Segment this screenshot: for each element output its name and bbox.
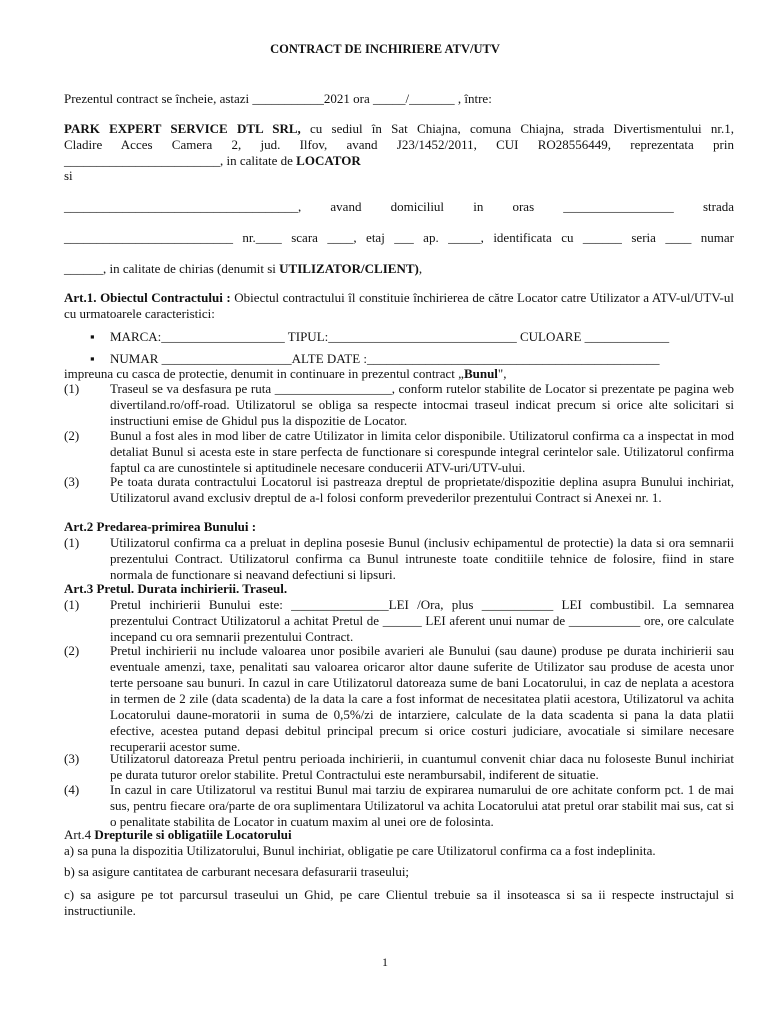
locator-line-3: [64, 153, 734, 169]
locator-line-1: [64, 121, 734, 137]
art1-bullet-marca: MARCA:___________________ TIPUL:_____________________________ CULOARE _____________: [110, 329, 670, 344]
art4-heading: [64, 827, 734, 843]
page-number: 1: [382, 955, 388, 969]
art4-heading-title: Drepturile si obligatiile Locatorului: [94, 827, 292, 842]
bullet-icon: ▪: [90, 329, 95, 344]
locator-paragraph: [64, 121, 734, 169]
protection-text: impreuna cu casca de protectie, denumit in continuare in prezentul contract „: [64, 366, 464, 381]
art3-item-2-number: (2): [64, 643, 80, 658]
art2-item-1: Utilizatorul confirma ca a preluat in deplina posesie Bunul (inclusiv echipamentul de protectie) la data si ora semnarii prezentului Contract. Utilizatorul confirma ca Bunul intruneste toate conditiile tehnice de folosire, fiind in stare normala de functionare si neavand defectiuni si lipsuri.: [110, 535, 734, 582]
locator-role: LOCATOR: [296, 153, 361, 168]
art1-item-1-number: (1): [64, 381, 80, 396]
art2-heading: Art.2 Predarea-primirea Bunului :: [64, 519, 257, 534]
intro-line: Prezentul contract se încheie, astazi ___________2021 ora _____/_______ , între:: [64, 91, 492, 106]
client-line-3: [64, 261, 734, 277]
art3-item-4: In cazul in care Utilizatorul va restitui Bunul mai tarziu de expirarea numarului de ore achitate conform pct. 1 de mai sus, pentru fiecare ora/parte de ora suplimentara Utilizatorul va achita Locatorului atat pretul orar stabilit mai sus, cat si o penalitate stabilita de Locator in cuatum maxim al unei ore de folosinta.: [110, 782, 734, 829]
art3-item-4-number: (4): [64, 782, 80, 797]
art3-item-1-number: (1): [64, 597, 80, 612]
art1-item-1: Traseul se va desfasura pe ruta __________________, conform rutelor stabilite de Locator si prezentate pe pagina web divertiland.ro/off-road. Utilizatorul se obliga sa respecte intocmai traseul indicat precum si orice alte solicitari si instructiuni emise de Ghidul pus la dispozitie de Locator.: [110, 381, 734, 428]
client-role-suffix: ,: [418, 261, 423, 276]
art1-item-2-number: (2): [64, 428, 80, 443]
art1-item-2: Bunul a fost ales in mod liber de catre Utilizator in limita celor disponibile. Utilizatorul confirma ca a inspectat in mod detaliat Bunul si acesta este in stare perfecta de functionare si corespunde integral cerintelor sale. Utilizatorul confirma faptul ca are cunostintele si aptitudinele necesare conducerii ATV-uri/UTV-ului.: [110, 428, 734, 475]
bullet-icon: ▪: [90, 351, 95, 366]
art1-text: Obiectul contractului îl constituie închirierea de către Locator catre Utilizator a ATV-ul/UTV-ul cu urmatoarele caracteristici:: [64, 290, 735, 321]
client-role-prefix: ______, in calitate de chirias (denumit si: [64, 261, 280, 276]
art3-item-3: Utilizatorul datoreaza Pretul pentru perioada inchirierii, in cuantumul convenit chiar daca nu foloseste Bunul inchiriat pe durata tuturor orelor stabilite. Pretul Contractului este nerambursabil, indiferent de situatie.: [110, 751, 734, 782]
art3-item-3-number: (3): [64, 751, 80, 766]
art1-item-3-number: (3): [64, 474, 80, 489]
locator-name: PARK EXPERT SERVICE DTL SRL,: [64, 121, 301, 136]
art3-item-1: Pretul inchirierii Bunului este: _______________LEI /Ora, plus ___________ LEI combustibil. La semnarea prezentului Contract Utilizatorul a achitat Pretul de ______ LEI aferent unui numar de ___________ ore, ore calculate incepand cu ora semnarii prezentului Contract.: [110, 597, 734, 644]
art1-heading: Art.1. Obiectul Contractului :: [64, 290, 231, 305]
art4-item-a: a) sa puna la dispozitia Utilizatorului, Bunul inchiriat, obligatie pe care Utilizatorul confirma ca a fost indeplinita.: [64, 843, 656, 858]
locator-representative: ________________________, in calitate de: [64, 153, 297, 168]
art4-item-b: b) sa asigure cantitatea de carburant necesara defasurarii traseului;: [64, 864, 410, 879]
art2-item-1-number: (1): [64, 535, 80, 550]
locator-line-2: Cladire Acces Camera 2, jud. Ilfov, avand J23/1452/2011, CUI RO28556449, reprezentata prin: [64, 137, 734, 152]
protection-bunul: Bunul: [463, 366, 498, 381]
art3-heading: Art.3 Pretul. Durata inchirierii. Traseul.: [64, 581, 288, 596]
locator-address: cu sediul în Sat Chiajna, comuna Chiajna, strada Divertismentului nr.1,: [300, 121, 734, 136]
art3-item-2: Pretul inchirierii nu include valoarea unor posibile avarieri ale Bunului (sau daune) produse pe durata inchirierii sau eventuale amenzi, taxe, penalitati sau valoarea oricaror altor daune suferite de Utilizator sau produse de acesta unor terte persoane sau bunuri. In cazul in care Utilizatorul datoreaza sume de bani Locatorului, in caz de neplata a acestora in termen de 2 zile (data scadenta) de la data la care a fost informat de necesitatea platii acestora, Utilizatorul va achita Locatorului daune-moratorii in suma de 0,5%/zi de intarziere, calculate de la data scadenta si pana la data platii efective, acestea putand depasi debitul principal precum si orice costuri judiciare, avocatiale si similare necesare recuperarii acestor sume.: [110, 643, 734, 754]
art4-heading-prefix: Art.4: [64, 827, 95, 842]
art1-item-3: Pe toata durata contractului Locatorul isi pastreaza dreptul de proprietate/dispozitie deplina asupra Bunului inchiriat, Utilizatorul avand exclusiv dreptul de a-l folosi conform prevederilor prezentului Contract si Anexei nr. 1.: [110, 474, 734, 505]
page-title: CONTRACT DE INCHIRIERE ATV/UTV: [270, 42, 500, 56]
client-role: UTILIZATOR/CLIENT): [279, 261, 419, 276]
conjunction-si: si: [64, 168, 73, 183]
protection-suffix: ",: [497, 366, 507, 381]
art4-item-c: c) sa asigure pe tot parcursul traseului un Ghid, pe care Clientul trebuie sa il insoteasca si sa ii respecte instructajul si instructiunile.: [64, 887, 734, 918]
art1-bullet-numar: NUMAR ____________________ALTE DATE :_____________________________________________: [110, 351, 660, 366]
art1-protection: [64, 366, 734, 382]
client-line-1: ____________________________________, avand domiciliul in oras _________________ strada: [64, 199, 734, 214]
art1-paragraph: [64, 290, 734, 322]
client-line-2: __________________________ nr.____ scara ____, etaj ___ ap. _____, identificata cu ______ seria ____ numar: [64, 230, 734, 245]
